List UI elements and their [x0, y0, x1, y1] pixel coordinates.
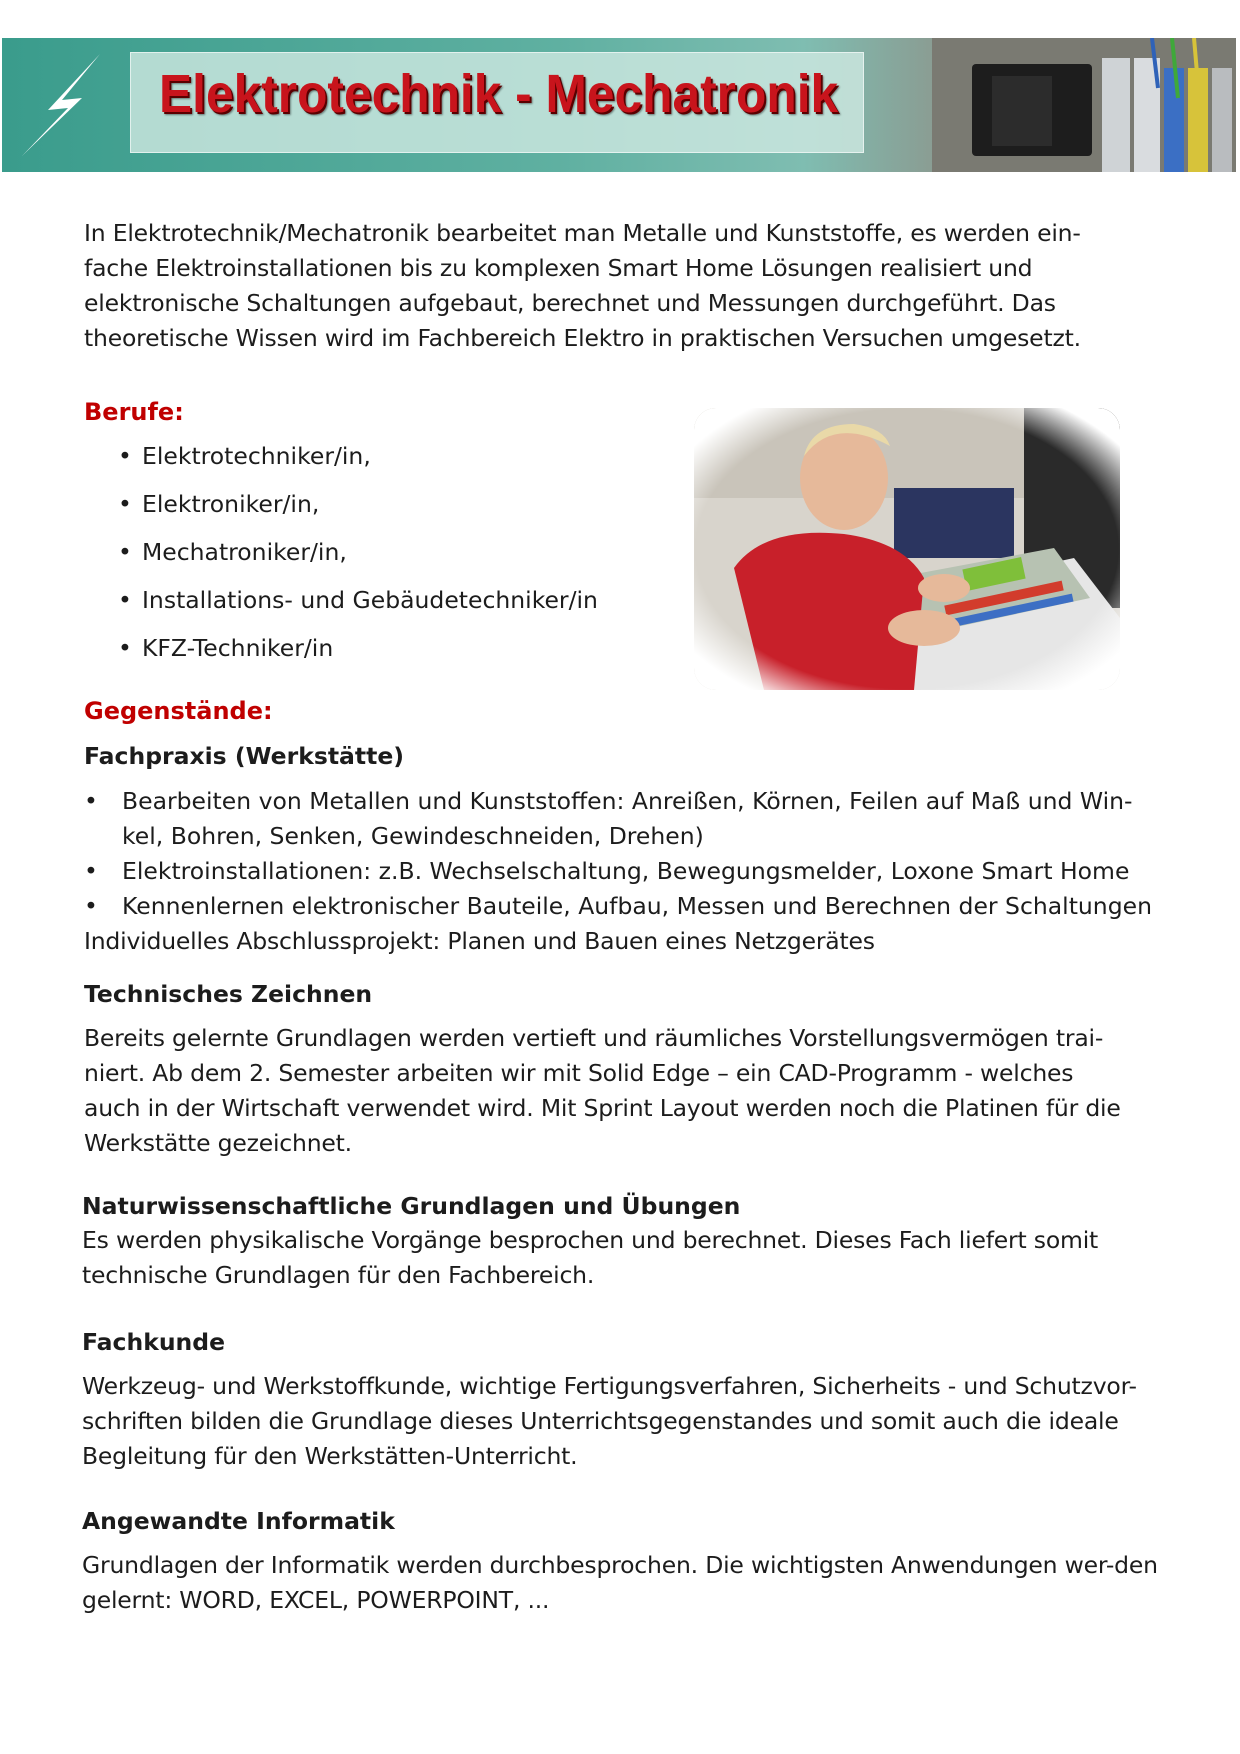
- naturwissenschaft-text: Es werden physikalische Vorgänge besprochen und berechnet. Dieses Fach liefert somit technische Grundlagen für den Fachbereich.: [82, 1226, 1099, 1289]
- fachpraxis-project: Individuelles Abschlussprojekt: Planen und Bauen eines Netzgerätes: [84, 927, 875, 955]
- header-banner: [2, 38, 1236, 172]
- technisches-zeichnen-heading: Technisches Zeichnen: [84, 980, 373, 1008]
- lightning-bolt-icon: [18, 52, 108, 158]
- fachkunde-text: Werkzeug- und Werkstoffkunde, wichtige Fertigungsverfahren, Sicherheits - und Schutzvor-schriften bilden die Grundlage dieses Unterrichtsgegenstandes und somit auch die ideale Begleitung für den Werkstätten-Unterricht.: [82, 1372, 1137, 1470]
- list-item: • Elektroniker/in,: [118, 490, 320, 518]
- informatik-heading: Angewandte Informatik: [82, 1507, 395, 1535]
- list-item: • KFZ-Techniker/in: [118, 634, 334, 662]
- informatik-text: Grundlagen der Informatik werden durchbesprochen. Die wichtigsten Anwendungen wer-den gelernt: WORD, EXCEL, POWERPOINT, ...: [82, 1551, 1158, 1614]
- naturwissenschaft-heading: Naturwissenschaftliche Grundlagen und Übungen: [82, 1192, 741, 1220]
- list-item: • Installations- und Gebäudetechniker/in: [118, 586, 598, 614]
- technisches-zeichnen-text: Bereits gelernte Grundlagen werden vertieft und räumliches Vorstellungsvermögen trai-niert. Ab dem 2. Semester arbeiten wir mit Solid Edge – ein CAD-Programm - welches auch in der Wirtschaft verwendet wird. Mit Sprint Layout werden noch die Platinen für die Werkstätte gezeichnet.: [84, 1024, 1121, 1157]
- list-item: • Mechatroniker/in,: [118, 538, 347, 566]
- fachpraxis-heading: Fachpraxis (Werkstätte): [84, 742, 405, 770]
- document-body: [84, 216, 1164, 1618]
- list-item: • Elektrotechniker/in,: [118, 442, 371, 470]
- list-item: • Elektroinstallationen: z.B. Wechselschaltung, Bewegungsmelder, Loxone Smart Home: [84, 857, 1130, 885]
- berufe-list: [84, 432, 1164, 672]
- berufe-heading: Berufe:: [84, 398, 184, 426]
- banner-title-box: [130, 52, 864, 153]
- list-item: • Bearbeiten von Metallen und Kunststoffen: Anreißen, Körnen, Feilen auf Maß und Win-kel, Bohren, Senken, Gewindeschneiden, Drehen): [84, 787, 1133, 850]
- list-item: • Kennenlernen elektronischer Bauteile, Aufbau, Messen und Berechnen der Schaltungen: [84, 892, 1152, 920]
- intro-paragraph: In Elektrotechnik/Mechatronik bearbeitet man Metalle und Kunststoffe, es werden ein-fache Elektroinstallationen bis zu komplexen Smart Home Lösungen realisiert und elektronische Schaltungen aufgebaut, berechnet und Messungen durchgeführt. Das theoretische Wissen wird im Fachbereich Elektro in praktischen Versuchen umgesetzt.: [84, 219, 1081, 352]
- page-title: Elektrotechnik - Mechatronik: [159, 64, 839, 124]
- gegenstaende-heading: Gegenstände:: [84, 697, 273, 725]
- fachpraxis-list: [84, 784, 1164, 924]
- banner-photo-electronics: [932, 38, 1236, 172]
- fachkunde-heading: Fachkunde: [82, 1328, 226, 1356]
